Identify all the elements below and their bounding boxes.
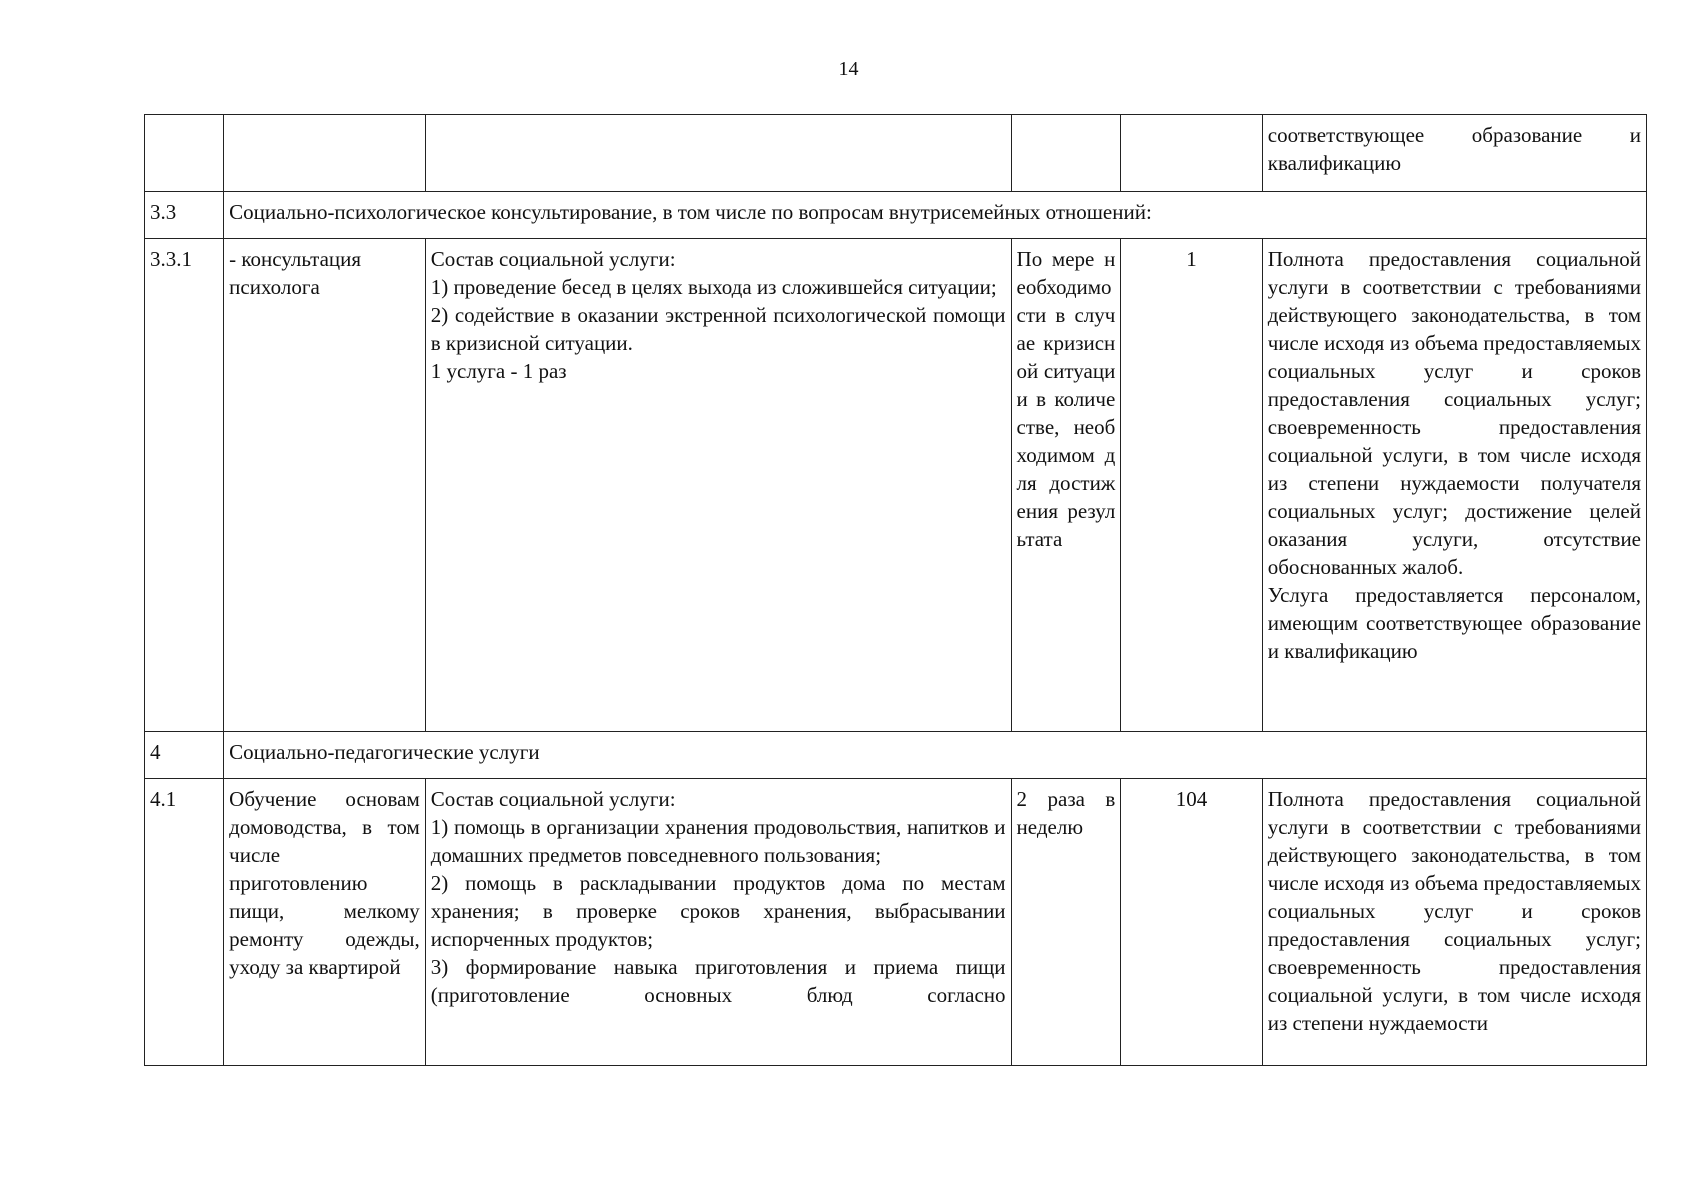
table-row-3-3-1 xyxy=(145,239,1647,732)
cell-name xyxy=(224,115,426,192)
cell-volume xyxy=(1121,115,1262,192)
cell-description xyxy=(425,239,1011,732)
cell-volume: 104 xyxy=(1121,779,1262,1066)
cell-frequency xyxy=(1011,115,1121,192)
table-row-section-3-3 xyxy=(145,192,1647,239)
description-title: Состав социальной услуги: xyxy=(430,787,676,811)
cell-name: Обучение основам домоводства, в том числе приготовлению пищи, мелкому ремонту одежды, уходу за квартирой xyxy=(224,779,426,1066)
section-title: Социально-педагогические услуги xyxy=(224,732,1647,779)
section-number: 4 xyxy=(145,732,224,779)
requirements-staff: Услуга предоставляется персоналом, имеющим соответствующее образование и квалификацию xyxy=(1267,583,1641,663)
description-title: Состав социальной услуги: xyxy=(430,247,676,271)
cell-requirements: Полнота предоставления социальной услуги в соответствии с требованиями действующего законодательства, в том числе исходя из объема предоставляемых социальных услуг и сроков предоставления социальных услуг; своевременность предоставления социальной услуги, в том числе исходя из степени нуждаемости xyxy=(1262,779,1646,1066)
cell-num xyxy=(145,115,224,192)
cell-requirements: соответствующее образование и квалификацию xyxy=(1262,115,1646,192)
section-title: Социально-психологическое консультирование, в том числе по вопросам внутрисемейных отношений: xyxy=(224,192,1647,239)
cell-name: - консультация психолога xyxy=(224,239,426,732)
cell-frequency: По мере необходимости в случае кризисной ситуации в количестве, необходимом для достижения результата xyxy=(1011,239,1121,732)
description-item: 1) проведение бесед в целях выхода из сложившейся ситуации; xyxy=(430,275,997,299)
description-item: 1 услуга - 1 раз xyxy=(430,359,567,383)
requirements-quality: Полнота предоставления социальной услуги в соответствии с требованиями действующего законодательства, в том числе исходя из объема предоставляемых социальных услуг и сроков предоставления социальных услуг; своевременность предоставления социальной услуги, в том числе исходя из степени нуждаемости получателя социальных услуг; достижение целей оказания услуги, отсутствие обоснованных жалоб. xyxy=(1267,247,1641,579)
table-row-section-4 xyxy=(145,732,1647,779)
description-item: 3) формирование навыка приготовления и приема пищи (приготовление основных блюд согласно xyxy=(430,955,1006,1007)
table-row-continuation xyxy=(145,115,1647,192)
description-item: 2) содействие в оказании экстренной психологической помощи в кризисной ситуации. xyxy=(430,303,1006,355)
cell-description xyxy=(425,779,1011,1066)
page-number: 14 xyxy=(838,58,859,80)
description-item: 1) помощь в организации хранения продовольствия, напитков и домашних предметов повседневного пользования; xyxy=(430,815,1006,867)
cell-frequency: 2 раза в неделю xyxy=(1011,779,1121,1066)
cell-requirements xyxy=(1262,239,1646,732)
section-number: 3.3 xyxy=(145,192,224,239)
cell-description xyxy=(425,115,1011,192)
cell-volume: 1 xyxy=(1121,239,1262,732)
cell-num: 3.3.1 xyxy=(145,239,224,732)
cell-num: 4.1 xyxy=(145,779,224,1066)
table-row-4-1 xyxy=(145,779,1647,1066)
services-table xyxy=(144,114,1647,1066)
description-item: 2) помощь в раскладывании продуктов дома по местам хранения; в проверке сроков хранения, выбрасывании испорченных продуктов; xyxy=(430,871,1006,951)
